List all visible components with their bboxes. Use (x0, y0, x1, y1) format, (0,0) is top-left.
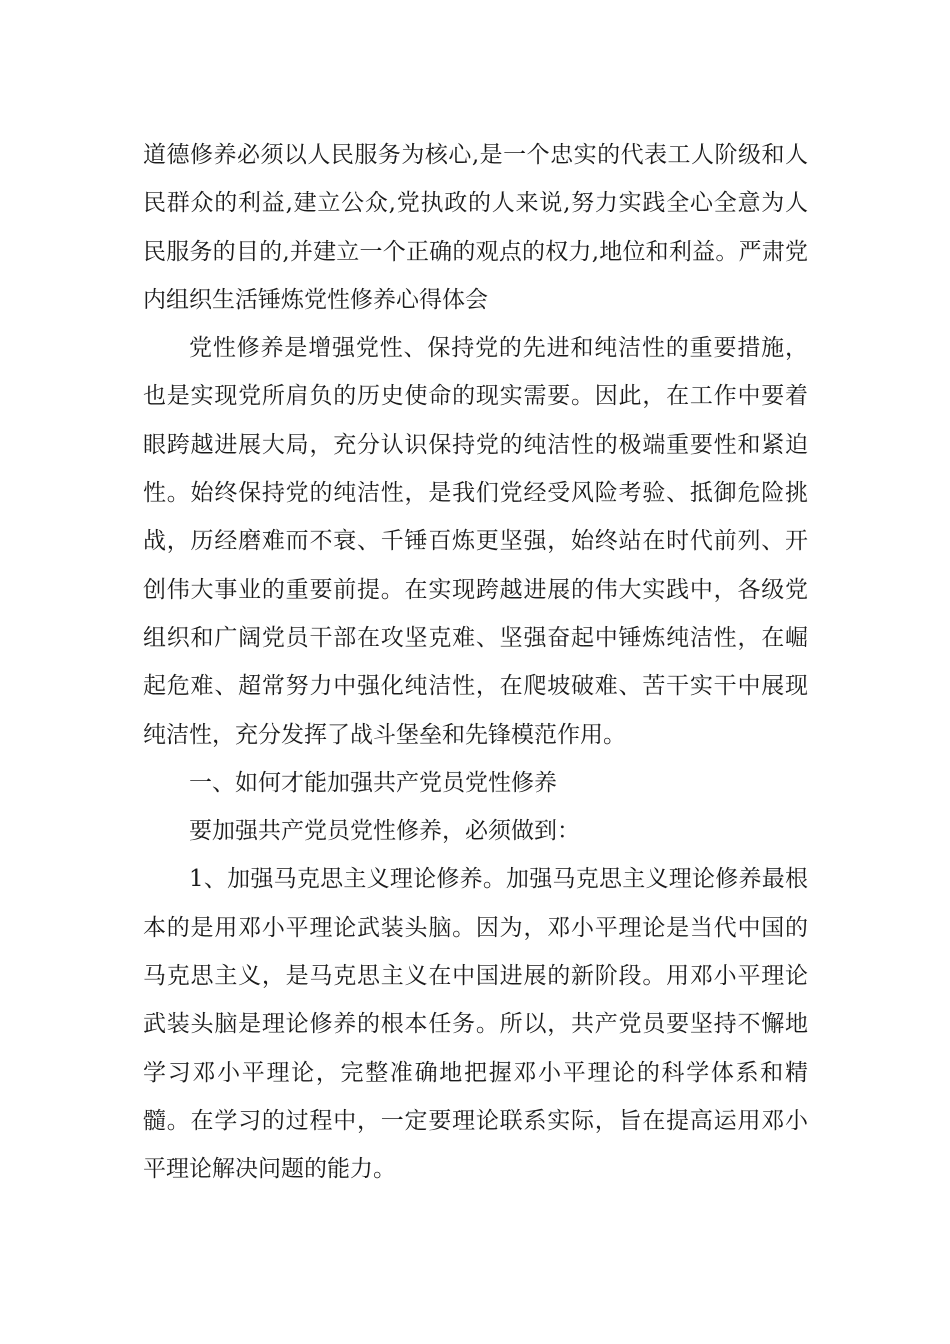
document-body (143, 131, 808, 1194)
paragraph-theory-cultivation: 1、加强马克思主义理论修养。加强马克思主义理论修养最根本的是用邓小平理论武装头脑。因为，邓小平理论是当代中国的马克思主义，是马克思主义在中国进展的新阶段。用邓小平理论武装头脑是理论修养的根本任务。所以，共产党员要坚持不懈地学习邓小平理论，完整准确地把握邓小平理论的科学体系和精髓。在学习的过程中，一定要理论联系实际，旨在提高运用邓小平理论解决问题的能力。 (143, 866, 808, 1183)
section-heading: 一、如何才能加强共产党员党性修养 (189, 769, 557, 796)
paragraph-continuation: 道德修养必须以人民服务为核心,是一个忠实的代表工人阶级和人民群众的利益,建立公众,党执政的人来说,努力实践全心全意为人民服务的目的,并建立一个正确的观点的权力,地位和利益。严肃党内组织生活锤炼党性修养心得体会 (143, 142, 808, 313)
paragraph-party-spirit: 党性修养是增强党性、保持党的先进和纯洁性的重要措施，也是实现党所肩负的历史使命的现实需要。因此，在工作中要着眼跨越进展大局，充分认识保持党的纯洁性的极端重要性和紧迫性。始终保持党的纯洁性，是我们党经受风险考验、抵御危险挑战，历经磨难而不衰、千锤百炼更坚强，始终站在时代前列、开创伟大事业的重要前提。在实现跨越进展的伟大实践中，各级党组织和广阔党员干部在攻坚克难、坚强奋起中锤炼纯洁性，在崛起危难、超常努力中强化纯洁性，在爬坡破难、苦干实干中展现纯洁性，充分发挥了战斗堡垒和先锋模范作用。 (143, 335, 808, 748)
paragraph-requirements-intro: 要加强共产党员党性修养，必须做到： (189, 818, 580, 845)
